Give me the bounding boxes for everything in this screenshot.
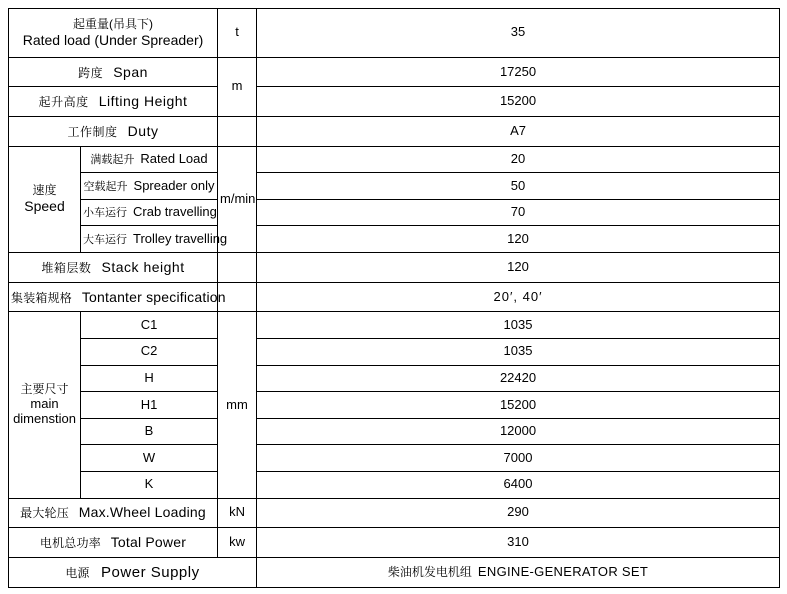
label-cn: 电源: [65, 565, 90, 580]
speed-value-crab-travelling: 70: [257, 199, 780, 226]
label-en: Duty: [127, 122, 159, 139]
label-cn: 起重量(吊具下): [73, 16, 153, 31]
row-value-stack-height: 120: [257, 253, 780, 283]
table-row: [9, 472, 780, 499]
table-row: [9, 528, 780, 558]
label-en-1: main: [30, 395, 59, 411]
dimension-name-h1: H1: [81, 392, 218, 419]
label-en: Tontanter specification: [81, 288, 226, 305]
row-value-max-wheel-loading: 290: [257, 498, 780, 528]
table-row: [9, 226, 780, 253]
label-cn: 跨度: [78, 65, 104, 80]
table-row: [9, 418, 780, 445]
label-en: Lifting Height: [98, 93, 188, 110]
row-value-rated-load: 35: [257, 9, 780, 58]
row-unit-duty: [218, 117, 257, 147]
dimension-name-b: B: [81, 418, 218, 445]
dimension-value-w: 7000: [257, 445, 780, 472]
row-unit-rated-load: t: [218, 9, 257, 58]
row-unit-total-power: kw: [218, 528, 257, 558]
row-label-stack-height: [9, 253, 218, 283]
table-row: [9, 392, 780, 419]
dimension-value-b: 12000: [257, 418, 780, 445]
dimension-value-c2: 1035: [257, 338, 780, 365]
table-row: [9, 9, 780, 58]
speed-value-spreader-only: 50: [257, 173, 780, 200]
dimension-name-c2: C2: [81, 338, 218, 365]
label-en: Rated Load: [140, 150, 208, 166]
row-label-duty: [9, 117, 218, 147]
row-value-container-spec: 20′, 40′: [257, 282, 780, 312]
label-cn: 最大轮压: [20, 506, 69, 521]
row-label-span: [9, 57, 218, 87]
label-cn: 空载起升: [83, 180, 128, 193]
table-row: [9, 253, 780, 283]
dimension-name-k: K: [81, 472, 218, 499]
label-cn: 工作制度: [67, 124, 118, 139]
row-label-max-wheel-loading: [9, 498, 218, 528]
row-label-power-supply: [9, 557, 257, 587]
row-label-lifting-height: [9, 87, 218, 117]
speed-item-label-spreader-only: [81, 173, 218, 200]
dimension-value-c1: 1035: [257, 312, 780, 339]
specification-table: [8, 8, 780, 588]
label-en: Stack height: [101, 258, 185, 275]
main-dimension-unit: mm: [218, 312, 257, 498]
table-row: [9, 338, 780, 365]
row-unit-max-wheel-loading: kN: [218, 498, 257, 528]
row-label-container-spec: [9, 282, 226, 312]
row-unit-span: m: [218, 57, 257, 116]
table-row: [9, 87, 780, 117]
table-row: [9, 365, 780, 392]
value-en: ENGINE-GENERATOR SET: [477, 563, 649, 579]
table-row: [9, 282, 780, 312]
dimension-name-w: W: [81, 445, 218, 472]
label-cn: 堆箱层数: [41, 260, 92, 275]
label-en: Spreader only: [133, 177, 215, 193]
label-cn: 集装箱规格: [11, 290, 73, 305]
table-row: [9, 146, 780, 173]
speed-value-rated-load: 20: [257, 146, 780, 173]
label-cn: 电机总功率: [39, 536, 101, 551]
row-value-power-supply: [257, 557, 780, 587]
label-cn: 大车运行: [83, 233, 127, 246]
label-cn: 满载起升: [90, 153, 135, 166]
dimension-name-c1: C1: [81, 312, 218, 339]
row-value-span: 17250: [257, 57, 780, 87]
label-cn: 主要尺寸: [20, 382, 69, 397]
label-cn: 速度: [32, 183, 57, 198]
table-row: [9, 57, 780, 87]
speed-value-trolley-travelling: 120: [257, 226, 780, 253]
label-cn: 起升高度: [38, 95, 89, 110]
dimension-value-h: 22420: [257, 365, 780, 392]
table-row: [9, 498, 780, 528]
group-label-speed: [9, 146, 81, 253]
dimension-value-h1: 15200: [257, 392, 780, 419]
table-row: [9, 445, 780, 472]
speed-item-label-crab-travelling: [81, 199, 218, 226]
table-row: [9, 312, 780, 339]
table-row: [9, 117, 780, 147]
label-en: Span: [113, 63, 148, 80]
table-row: [9, 557, 780, 587]
row-unit-stack-height: [218, 253, 257, 283]
speed-item-label-rated-load: [81, 146, 218, 173]
label-en: Rated load (Under Spreader): [22, 31, 204, 48]
row-value-lifting-height: 15200: [257, 87, 780, 117]
row-value-duty: A7: [257, 117, 780, 147]
label-en: Speed: [24, 198, 65, 215]
value-cn: 柴油机发电机组: [387, 564, 472, 579]
label-en: Total Power: [110, 534, 187, 551]
label-cn: 小车运行: [83, 207, 127, 220]
table-row: [9, 173, 780, 200]
label-en: Trolley travelling: [133, 230, 228, 246]
dimension-name-h: H: [81, 365, 218, 392]
label-en: Crab travelling: [133, 204, 217, 220]
row-value-total-power: 310: [257, 528, 780, 558]
label-en: Power Supply: [101, 563, 200, 581]
speed-item-label-trolley-travelling: [81, 226, 228, 253]
group-label-main-dimension: [9, 312, 81, 498]
label-en-2: dimenstion: [13, 410, 76, 426]
row-label-rated-load: [9, 9, 218, 58]
speed-unit: m/min: [218, 146, 257, 253]
table-row: [9, 199, 780, 226]
label-en: Max.Wheel Loading: [78, 504, 206, 521]
dimension-value-k: 6400: [257, 472, 780, 499]
row-label-total-power: [9, 528, 218, 558]
